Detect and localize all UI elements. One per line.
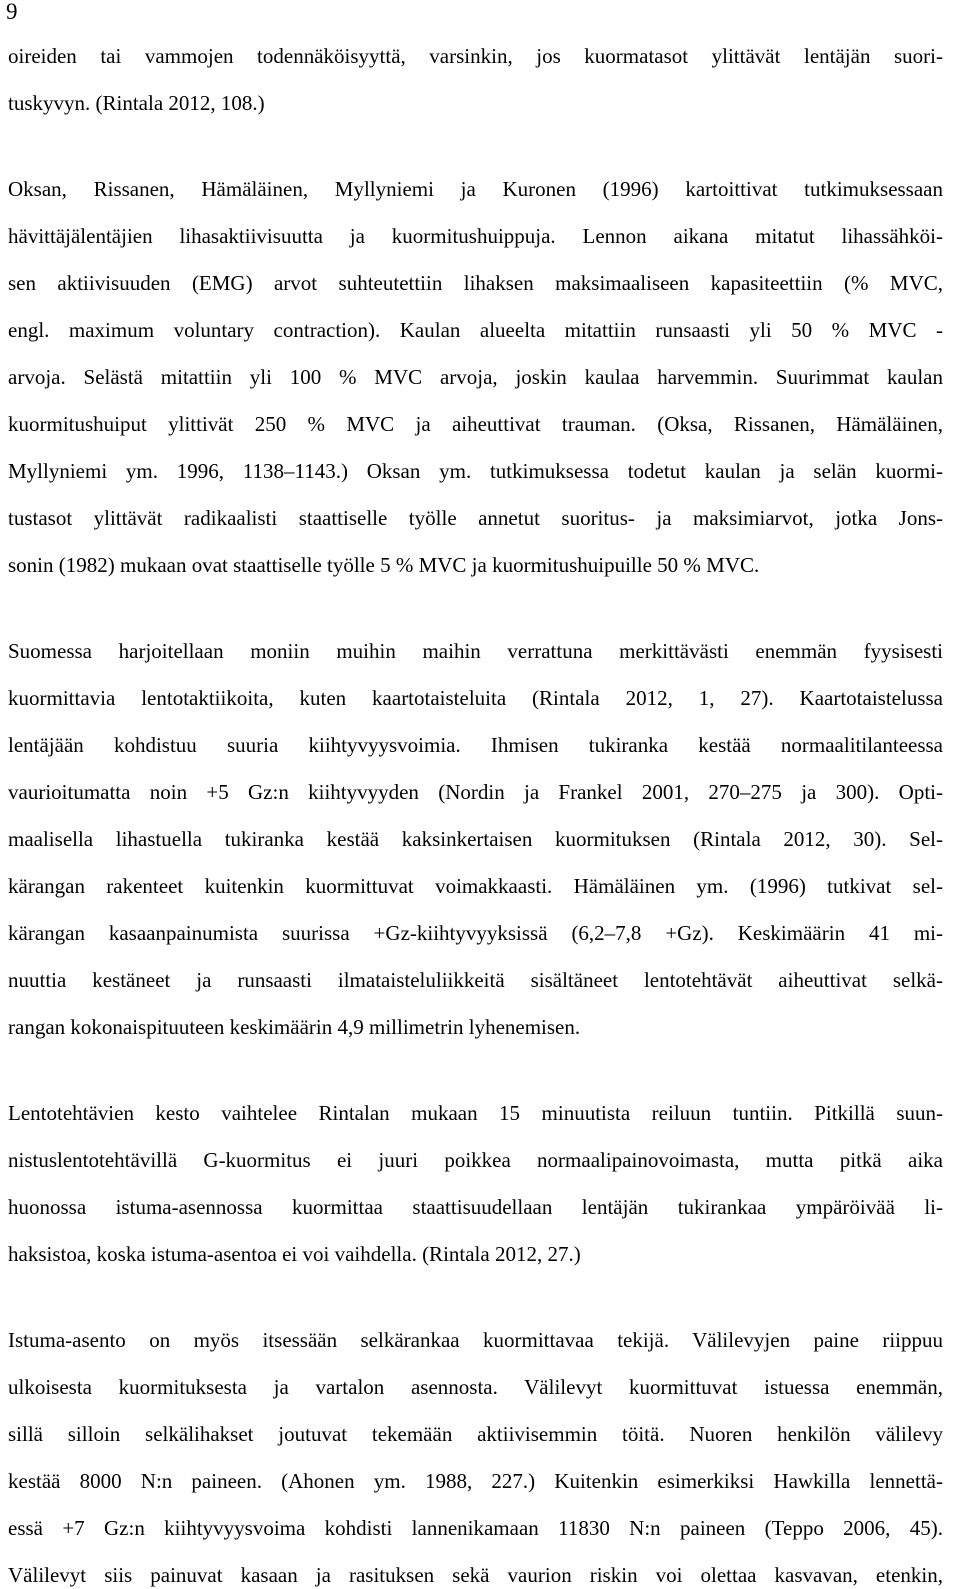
text-line: Välilevyt siis painuvat kasaan ja rasituksen sekä vaurion riskin voi olettaa kasvavan, etenkin, [8, 1563, 943, 1587]
text-line: tuskyvyn. (Rintala 2012, 108.) [8, 91, 265, 115]
text-line: maalisella lihastuella tukiranka kestää kaksinkertaisen kuormituksen (Rintala 2012, 30). Sel- [8, 827, 943, 851]
text-line: engl. maximum voluntary contraction). Kaulan alueelta mitattiin runsaasti yli 50 % MVC - [8, 318, 943, 342]
text-line: rangan kokonaispituuteen keskimäärin 4,9 millimetrin lyhenemisen. [8, 1015, 581, 1039]
text-line: nuuttia kestäneet ja runsaasti ilmataisteluliikkeitä sisältäneet lentotehtävät aiheuttivat selkä- [8, 968, 943, 992]
text-line: kuormittavia lentotaktiikoita, kuten kaartotaisteluita (Rintala 2012, 1, 27). Kaartotaistelussa [8, 686, 943, 710]
text-line: essä +7 Gz:n kiihtyvyysvoima kohdisti lannenikamaan 11830 N:n paineen (Teppo 2006, 45). [8, 1516, 943, 1540]
text-line: nistuslentotehtävillä G-kuormitus ei juuri poikkea normaalipainovoimasta, mutta pitkä aika [8, 1148, 943, 1172]
text-line: kärangan kasaanpainumista suurissa +Gz-kiihtyvyyksissä (6,2–7,8 +Gz). Keskimäärin 41 mi- [8, 921, 943, 945]
text-line: oireiden tai vammojen todennäköisyyttä, varsinkin, jos kuormatasot ylittävät lentäjän suori- [8, 44, 943, 68]
page-number: 9 [6, 0, 18, 24]
text-line: sonin (1982) mukaan ovat staattiselle työlle 5 % MVC ja kuormitushuipuille 50 % MVC. [8, 553, 760, 577]
text-line: huonossa istuma-asennossa kuormittaa staattisuudellaan lentäjän tukirankaa ympäröivää li- [8, 1195, 943, 1219]
text-line: tustasot ylittävät radikaalisti staattiselle työlle annetut suoritus- ja maksimiarvot, jotka Jons- [8, 506, 943, 530]
text-line: lentäjään kohdistuu suuria kiihtyvyysvoimia. Ihmisen tukiranka kestää normaalitilanteessa [8, 733, 943, 757]
text-line: Oksan, Rissanen, Hämäläinen, Myllyniemi ja Kuronen (1996) kartoittivat tutkimuksessaan [8, 177, 943, 201]
text-line: sen aktiivisuuden (EMG) arvot suhteutettiin lihaksen maksimaaliseen kapasiteettiin (% MVC, [8, 271, 943, 295]
text-line: kuormitushuiput ylittivät 250 % MVC ja aiheuttivat trauman. (Oksa, Rissanen, Hämäläinen, [8, 412, 943, 436]
text-line: Istuma-asento on myös itsessään selkärankaa kuormittavaa tekijä. Välilevyjen paine riippuu [8, 1328, 943, 1352]
text-line: vaurioitumatta noin +5 Gz:n kiihtyvyyden (Nordin ja Frankel 2001, 270–275 ja 300). Opti- [8, 780, 943, 804]
text-line: ulkoisesta kuormituksesta ja vartalon asennosta. Välilevyt kuormittuvat istuessa enemmän, [8, 1375, 943, 1399]
text-line: arvoja. Selästä mitattiin yli 100 % MVC arvoja, joskin kaulaa harvemmin. Suurimmat kaulan [8, 365, 943, 389]
text-line: kestää 8000 N:n paineen. (Ahonen ym. 1988, 227.) Kuitenkin esimerkiksi Hawkilla lennettä- [8, 1469, 943, 1493]
text-line: hävittäjälentäjien lihasaktiivisuutta ja kuormitushuippuja. Lennon aikana mitatut lihassähköi- [8, 224, 943, 248]
text-line: Suomessa harjoitellaan moniin muihin maihin verrattuna merkittävästi enemmän fyysisesti [8, 639, 943, 663]
text-line: haksistoa, koska istuma-asentoa ei voi vaihdella. (Rintala 2012, 27.) [8, 1242, 581, 1266]
text-line: kärangan rakenteet kuitenkin kuormittuvat voimakkaasti. Hämäläinen ym. (1996) tutkivat sel- [8, 874, 943, 898]
text-line: Myllyniemi ym. 1996, 1138–1143.) Oksan ym. tutkimuksessa todetut kaulan ja selän kuormi- [8, 459, 943, 483]
text-line: sillä silloin selkälihakset joutuvat tekemään aktiivisemmin töitä. Nuoren henkilön välilevy [8, 1422, 943, 1446]
text-line: Lentotehtävien kesto vaihtelee Rintalan mukaan 15 minuutista reiluun tuntiin. Pitkillä suun- [8, 1101, 943, 1125]
